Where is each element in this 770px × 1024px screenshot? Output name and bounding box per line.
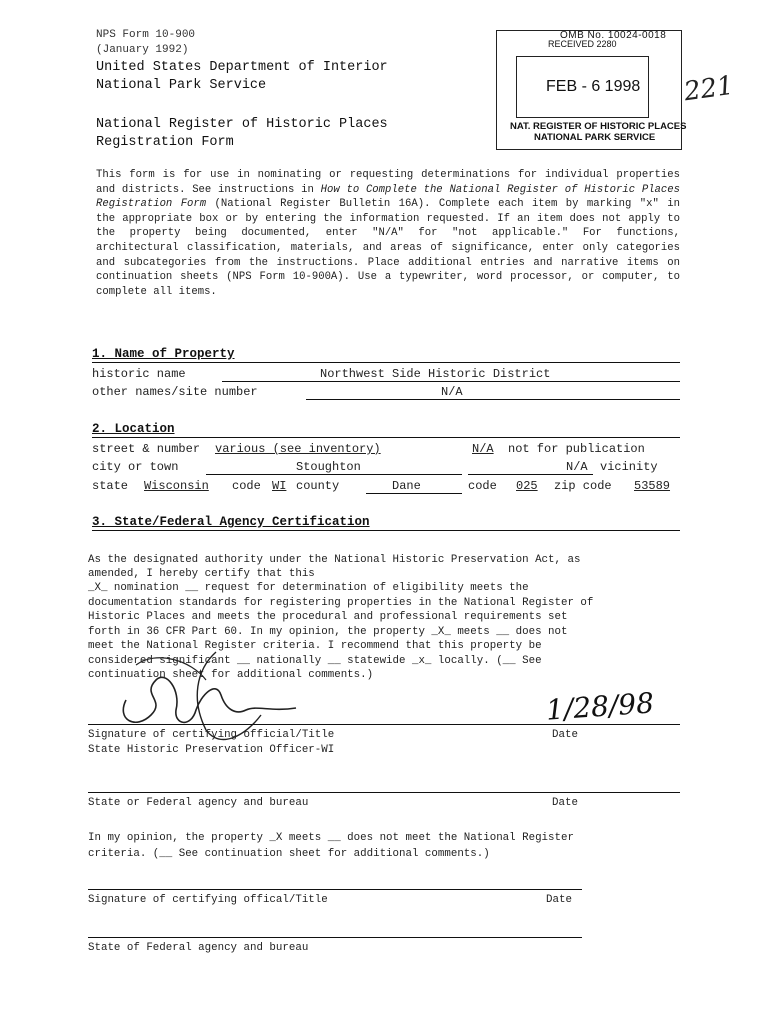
- not-for-publication-value: N/A: [472, 442, 494, 456]
- state-value: Wisconsin: [144, 479, 209, 493]
- agency-2-line: [88, 937, 582, 938]
- stamp-line1: NAT. REGISTER OF HISTORIC PLACES: [510, 121, 687, 132]
- signature-2-line: [88, 889, 582, 890]
- signature-line: [88, 724, 680, 725]
- agency-line: [88, 792, 680, 793]
- form-date: (January 1992): [96, 44, 189, 56]
- section-1-title: 1. Name of Property: [92, 347, 235, 361]
- opinion-line-1: In my opinion, the property _X meets __ does not meet the National Register: [88, 832, 574, 844]
- cert-line-2: amended, I hereby certify that this: [88, 568, 315, 580]
- agency-date-label: Date: [552, 797, 578, 809]
- form-number: NPS Form 10-900: [96, 29, 196, 41]
- stamp-date: FEB - 6 1998: [546, 78, 641, 95]
- section-2-title: 2. Location: [92, 422, 175, 436]
- cert-line-4: documentation standards for registering properties in the National Register of: [88, 597, 594, 609]
- stamp-received: RECEIVED 2280: [548, 39, 617, 49]
- opinion-line-2: criteria. (__ See continuation sheet for additional comments.): [88, 848, 490, 860]
- county-value: Dane: [392, 479, 421, 493]
- county-code-value: 025: [516, 479, 538, 493]
- signature-label: Signature of certifying official/Title: [88, 729, 335, 741]
- state-code-value: WI: [272, 479, 287, 493]
- signature-date-label: Date: [552, 729, 578, 741]
- section-2-rule: [92, 437, 680, 438]
- instructions-text-cont: (National Register Bulletin 16A). Complete each item by marking "x" in the appropriate box or by entering the information requested. If an item does not apply to the property being documented, enter "N/A" for "not applicable." For functions, architectural classification, materials, and areas of significance, enter only categories and subcategories from the instructions. Place additional entries and narrative items on continuation sheets (NPS Form 10-900A). Use a typewriter, word processor, or computer, to complete all items.: [96, 198, 680, 298]
- other-names-label: other names/site number: [92, 385, 258, 399]
- county-label: county: [296, 479, 340, 493]
- other-names-value: N/A: [441, 385, 463, 399]
- agency-label: State or Federal agency and bureau: [88, 797, 309, 809]
- state-label: state: [92, 479, 129, 493]
- department-name: United States Department of Interior: [96, 60, 388, 75]
- county-line: [366, 493, 462, 494]
- historic-name-label: historic name: [92, 367, 186, 381]
- instructions-text: This form is for use in nominating or requesting determinations for individual properties and districts. See instructions in: [96, 169, 680, 196]
- city-label: city or town: [92, 460, 179, 474]
- cert-line-6: forth in 36 CFR Part 60. In my opinion, the property _X_ meets __ does not: [88, 626, 568, 638]
- handwritten-number: 221: [682, 70, 736, 108]
- signature-2-label: Signature of certifying offical/Title: [88, 894, 328, 906]
- zip-value: 53589: [634, 479, 671, 493]
- section-3-rule: [92, 530, 680, 531]
- city-value: Stoughton: [296, 460, 361, 474]
- agency-2-label: State of Federal agency and bureau: [88, 942, 309, 954]
- cert-line-9: continuation sheet for additional comments.): [88, 669, 374, 681]
- form-title: National Register of Historic Places: [96, 117, 388, 132]
- county-code-label: code: [468, 479, 497, 493]
- state-code-label: code: [232, 479, 261, 493]
- omb-number: OMB No. 10024-0018: [560, 30, 667, 41]
- section-1-rule: [92, 362, 680, 363]
- vicinity-value: N/A: [566, 460, 588, 474]
- cert-line-3: _X_ nomination __ request for determination of eligibility meets the: [88, 582, 529, 594]
- historic-name-value: Northwest Side Historic District: [320, 367, 551, 381]
- vicinity-label: vicinity: [600, 460, 658, 474]
- city-line: [206, 474, 462, 475]
- historic-name-line: [222, 381, 680, 382]
- street-label: street & number: [92, 442, 201, 456]
- instructions-italic: How to Complete the National Register of Historic Places Registration Form: [96, 183, 680, 211]
- form-subtitle: Registration Form: [96, 135, 234, 150]
- agency-name: National Park Service: [96, 78, 267, 93]
- handwritten-date: 1/28/98: [544, 686, 655, 727]
- cert-line-8: considered significant __ nationally __ statewide _x_ locally. (__ See: [88, 655, 542, 667]
- street-value: various (see inventory): [215, 442, 381, 456]
- other-names-line: [306, 399, 680, 400]
- cert-line-1: As the designated authority under the National Historic Preservation Act, as: [88, 554, 581, 566]
- stamp-line2: NATIONAL PARK SERVICE: [534, 132, 656, 143]
- signature-2-date-label: Date: [546, 894, 572, 906]
- cert-line-7: meet the National Register criteria. I recommend that this property be: [88, 640, 542, 652]
- cert-line-5: Historic Places and meets the procedural and professional requirements set: [88, 611, 568, 623]
- section-3-title: 3. State/Federal Agency Certification: [92, 515, 370, 529]
- vicinity-line: [468, 474, 593, 475]
- not-for-publication-label: not for publication: [508, 442, 645, 456]
- zip-label: zip code: [554, 479, 612, 493]
- signature-title: State Historic Preservation Officer-WI: [88, 744, 335, 756]
- instructions-paragraph: [96, 168, 680, 299]
